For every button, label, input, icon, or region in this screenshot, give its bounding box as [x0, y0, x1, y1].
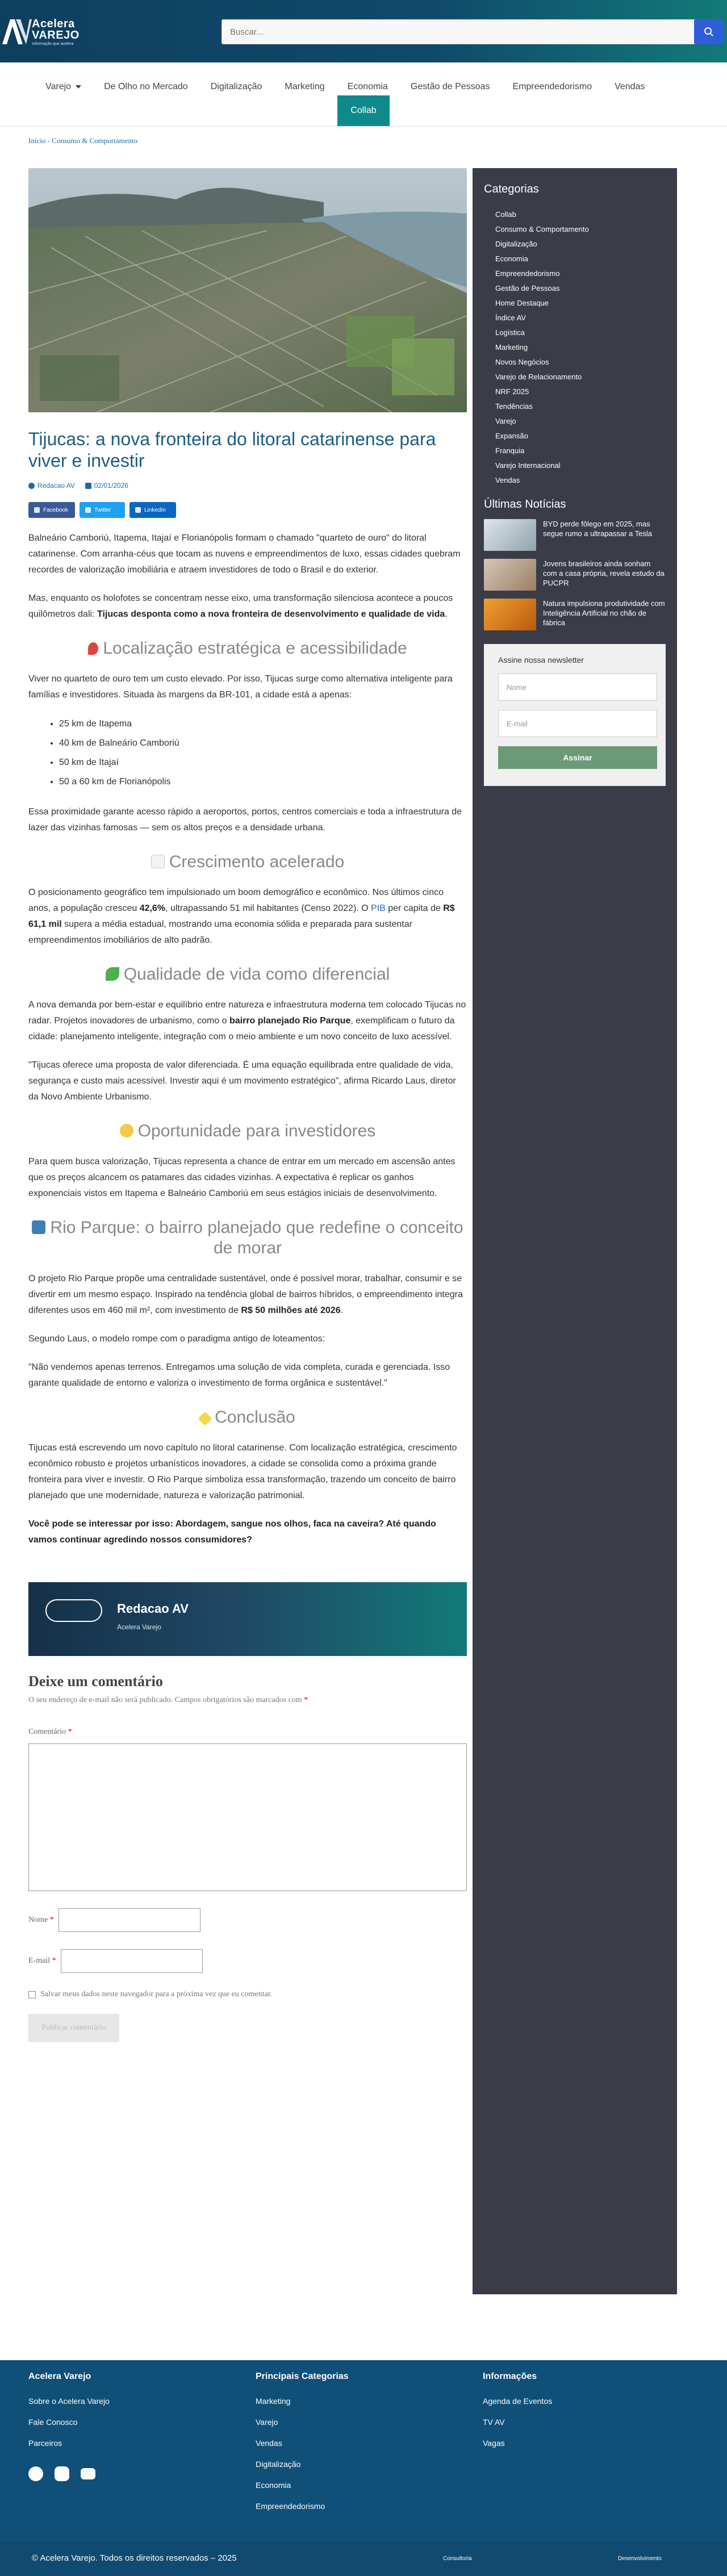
footer-heading: Acelera Varejo	[28, 2372, 91, 2381]
paragraph: Viver no quarteto de ouro tem um custo elevado. Por isso, Tijucas surge como alternativa inteligente para famílias e investidores. Situada às margens da BR-101, a cidade está a apenas:	[28, 674, 453, 700]
pin-icon	[88, 642, 98, 655]
note-text: O seu endereço de e-mail não será publicado. Campos obrigatórios são marcados com	[28, 1696, 304, 1704]
categories-heading: Categorias	[484, 183, 539, 195]
footer-link[interactable]: Sobre o Acelera Varejo	[28, 2397, 110, 2406]
news-title[interactable]: Natura impulsiona produtividade com Inteligência Artificial no chão de fábrica	[543, 599, 665, 627]
paragraph	[28, 1271, 467, 1319]
category-link[interactable]: Consumo & Comportamento	[495, 225, 589, 233]
text: O projeto Rio Parque propõe uma centralidade sustentável, onde é possível morar, trabalhar, consumir e se divertir em um mesmo espaço. Inspirado na tendência global de bairros híbridos, o empreendimento integra diferentes usos em 460 mil m², com investimento de	[28, 1274, 463, 1315]
comment-heading: Deixe um comentário	[28, 1673, 163, 1690]
newsletter-heading: Assine nossa newsletter	[498, 655, 584, 664]
footer-col-info	[483, 2372, 552, 2454]
list-item: • 50 a 60 km de Florianópolis	[59, 772, 467, 792]
news-title[interactable]: BYD perde fôlego em 2025, mas segue rumo a ultrapassar a Tesla	[543, 520, 652, 538]
share-linkedin-button[interactable]	[129, 502, 176, 518]
bold-text: R$ 61,1 mil	[28, 904, 455, 929]
text: per capita de	[385, 904, 444, 913]
paragraph	[28, 885, 467, 948]
logo-mark-icon	[0, 16, 32, 48]
section-heading-quality	[28, 964, 467, 985]
footer-link[interactable]: Vendas	[256, 2439, 282, 2448]
nav-item-collab[interactable]: Collab	[337, 95, 390, 126]
label-text: Nome	[28, 1916, 50, 1924]
pib-link[interactable]: PIB	[371, 904, 386, 913]
share-buttons	[28, 502, 467, 518]
required-star: *	[52, 1956, 56, 1965]
search-icon	[704, 27, 714, 37]
share-label: Facebook	[43, 507, 68, 513]
paragraph: Balneário Camboriú, Itapema, Itajaí e Florianópolis formam o chamado "quarteto de ouro" do litoral catarinense. Com arranha-céus que tocam as nuvens e empreendimentos de luxo, essas cidades quebram recordes de valorização imobiliária e atraem investidores de todo o Brasil e do exterior.	[28, 533, 461, 575]
bold-text: Tijucas desponta como a nova fronteira de desenvolvimento e qualidade de vida	[97, 609, 445, 619]
footer	[0, 2360, 727, 2576]
bold-text: bairro planejado Rio Parque	[229, 1016, 351, 1026]
quote-paragraph: "Tijucas oferece uma proposta de valor diferenciada. É uma equação equilibrada entre qualidade de vida, segurança e custo mais acessível. Investir aqui é um movimento estratégico", afirma Ricardo Laus, diretor da Novo Ambiente Urbanismo.	[28, 1060, 456, 1102]
breadcrumb[interactable]: Início - Consumo & Comportamento	[28, 136, 138, 145]
heading-text: Localização estratégica e acessibilidade	[103, 639, 407, 658]
category-link[interactable]: Expansão	[495, 432, 528, 440]
share-twitter-button[interactable]	[80, 502, 125, 518]
label-text: Comentário	[28, 1728, 68, 1736]
text: Mas, enquanto os holofotes se concentram nesse eixo, uma transformação silenciosa acontece a poucos quilômetros dali:	[28, 593, 453, 619]
footer-link[interactable]: Varejo	[256, 2418, 278, 2427]
paragraph: Para quem busca valorização, Tijucas representa a chance de entrar em um mercado em ascensão antes que os preços alcancem os patamares das cidades vizinhas. A expectativa é replicar os ganhos exponenciais vistos em Itapema e Balneário Camboriú em seus estágios iniciais de desenvolvimento.	[28, 1157, 456, 1198]
news-thumbnail[interactable]	[484, 559, 536, 591]
related-article-link[interactable]: Abordagem, sangue nos olhos, faca na caveira? Até quando vamos continuar agredindo nossos consumidores?	[28, 1519, 436, 1545]
email-label	[28, 1956, 56, 1966]
latest-news-heading: Últimas Notícias	[484, 498, 566, 511]
sparkles-icon	[198, 1411, 212, 1425]
footer-link[interactable]: Digitalização	[256, 2460, 301, 2469]
required-star: *	[68, 1728, 72, 1736]
share-facebook-button[interactable]	[28, 502, 75, 518]
nav-items	[34, 78, 656, 96]
section-heading-rio-parque	[28, 1218, 467, 1258]
news-thumbnail[interactable]	[484, 599, 536, 630]
footer-heading: Informações	[483, 2372, 537, 2381]
section-heading-location	[28, 638, 467, 659]
twitter-icon	[85, 507, 91, 513]
user-icon	[28, 483, 35, 489]
copyright: © Acelera Varejo. Todos os direitos reservados – 2025	[32, 2553, 237, 2563]
chart-increasing-icon	[151, 855, 165, 868]
footer-col-categories	[256, 2372, 349, 2517]
footer-link[interactable]: Parceiros	[28, 2439, 62, 2448]
list-item: • 25 km de Itapema	[59, 714, 467, 734]
post-date: 02/01/2026	[94, 482, 128, 490]
category-link[interactable]: Varejo de Relacionamento	[495, 373, 582, 381]
category-link[interactable]: Logística	[495, 328, 525, 337]
author-box-sub: Acelera Varejo	[117, 1623, 161, 1631]
news-item[interactable]	[484, 559, 666, 591]
category-link[interactable]: Gestão de Pessoas	[495, 284, 560, 292]
logo-line1: Acelera	[32, 17, 75, 30]
category-link[interactable]: Digitalização	[495, 240, 537, 248]
footer-link[interactable]: Empreendedorismo	[256, 2502, 325, 2511]
share-label: Twitter	[94, 507, 111, 513]
footer-link[interactable]: Fale Conosco	[28, 2418, 78, 2427]
category-link[interactable]: NRF 2025	[495, 387, 529, 396]
article	[28, 168, 467, 2042]
youtube-icon[interactable]	[81, 2468, 95, 2479]
author-name: Redacao AV	[37, 482, 75, 490]
article-title: Tijucas: a nova fronteira do litoral catarinense para viver e investir	[28, 429, 436, 471]
text: , ultrapassando 51 mil habitantes (Censo 2022). O	[165, 904, 371, 913]
required-star: *	[49, 1916, 54, 1924]
nav-item-empreendedorismo[interactable]: Empreendedorismo	[512, 82, 592, 91]
required-star: *	[304, 1696, 308, 1704]
nav-item-de-olho[interactable]: De Olho no Mercado	[104, 82, 188, 91]
newsletter-form	[484, 644, 666, 786]
avatar	[45, 1599, 102, 1622]
comment-textarea[interactable]	[28, 1743, 467, 1891]
top-header	[0, 0, 727, 62]
comment-label	[28, 1728, 467, 1737]
share-label: LinkedIn	[144, 507, 166, 513]
paragraph: Essa proximidade garante acesso rápido a aeroportos, portos, centros comerciais e toda a infraestrutura de lazer das vizinhas famosas — sem os altos preços e a densidade urbana.	[28, 807, 462, 833]
category-link[interactable]: Home Destaque	[495, 299, 549, 307]
credit-consultoria[interactable]: Consultoria	[443, 2556, 472, 2562]
footer-link[interactable]: Agenda de Eventos	[483, 2397, 553, 2406]
name-field-row	[28, 1908, 467, 1932]
author-meta[interactable]	[28, 482, 75, 490]
footer-link[interactable]: Marketing	[256, 2397, 291, 2406]
lightbulb-icon	[120, 1124, 133, 1138]
category-list	[484, 207, 666, 488]
footer-bottom	[0, 2542, 727, 2576]
paragraph: Tijucas está escrevendo um novo capítulo no litoral catarinense. Com localização estratégica, crescimento econômico robusto e projetos urbanísticos inovadores, a cidade se consolida como a próxima grande fronteira para viver e investir. O Rio Parque simboliza essa transformação, trazendo um conceito de bairro planejado que une modernidade, natureza e valorização patrimonial.	[28, 1443, 457, 1500]
category-link[interactable]: Varejo	[495, 417, 516, 425]
newsletter-subscribe-button[interactable]: Assinar	[498, 746, 657, 769]
label-text: E-mail	[28, 1956, 52, 1965]
text: supera a média estadual, mostrando uma economia sólida e preparada para sustentar empreendimentos imobiliários de alto padrão.	[28, 919, 412, 945]
text: , exemplificam o futuro da cidade: planejamento inteligente, integração com o meio ambiente e um novo conceito de luxo acessível.	[28, 1016, 455, 1042]
site-logo[interactable]	[0, 16, 80, 48]
seedling-icon	[106, 967, 119, 981]
section-heading-conclusion	[28, 1407, 467, 1428]
news-thumbnail[interactable]	[484, 519, 536, 551]
search-button[interactable]	[694, 19, 724, 44]
text: .	[340, 1306, 344, 1315]
logo-line2: VAREJO	[32, 28, 80, 41]
logo-tagline: Informação que acelera	[32, 41, 74, 46]
category-link[interactable]: Vendas	[495, 476, 520, 484]
hero-image	[28, 168, 467, 412]
heading-text: Crescimento acelerado	[169, 852, 345, 871]
section-heading-growth	[28, 852, 467, 872]
category-link[interactable]: Economia	[495, 254, 528, 263]
date-meta	[85, 482, 128, 490]
sidebar	[473, 168, 677, 2294]
comment-note	[28, 1696, 467, 1705]
newsletter-name-input[interactable]: Nome	[498, 674, 657, 701]
category-link[interactable]: Tendências	[495, 402, 533, 411]
search-input[interactable]	[222, 19, 696, 44]
author-box	[28, 1582, 467, 1656]
facebook-icon	[34, 507, 40, 513]
name-field[interactable]	[59, 1908, 200, 1932]
facebook-icon[interactable]	[28, 2466, 43, 2481]
footer-heading: Principais Categorias	[256, 2372, 349, 2381]
nav-item-vendas[interactable]: Vendas	[615, 82, 645, 91]
heading-text: Conclusão	[215, 1408, 295, 1427]
heading-text: Rio Parque: o bairro planejado que redefine o conceito de morar	[50, 1218, 463, 1257]
heading-text: Qualidade de vida como diferencial	[123, 965, 390, 984]
footer-col-about	[28, 2372, 110, 2481]
category-link[interactable]: Franquia	[495, 446, 525, 455]
category-link[interactable]: Empreendedorismo	[495, 269, 560, 278]
name-label	[28, 1916, 54, 1925]
section-heading-opportunity	[28, 1121, 467, 1141]
save-data-label: Salvar meus dados neste navegador para a próxima vez que eu comentar.	[40, 1990, 273, 1998]
text: A nova demanda por bem-estar e equilíbrio entre natureza e infraestrutura moderna tem colocado Tijucas no radar. Projetos inovadores de urbanismo, como o	[28, 1000, 466, 1026]
paragraph: Segundo Laus, o modelo rompe com o paradigma antigo de loteamentos:	[28, 1334, 325, 1344]
newsletter-email-input[interactable]: E-mail	[498, 710, 657, 737]
bold-text: Você pode se interessar por isso:	[28, 1519, 176, 1529]
category-link[interactable]: Índice AV	[495, 313, 526, 322]
credit-desenvolvimento[interactable]: Desenvolvimento	[618, 2556, 662, 2562]
cityscape-icon	[32, 1220, 45, 1234]
nav-item-gestao[interactable]: Gestão de Pessoas	[410, 82, 490, 91]
distance-list	[28, 714, 467, 792]
nav-item-digitalizacao[interactable]: Digitalização	[210, 82, 262, 91]
footer-link[interactable]: Vagas	[483, 2439, 505, 2448]
nav-item-economia[interactable]: Economia	[347, 82, 388, 91]
save-data-checkbox[interactable]	[28, 1991, 36, 1998]
category-link[interactable]: Varejo Internacional	[495, 461, 561, 470]
article-meta	[28, 482, 467, 490]
quote-paragraph: "Não vendemos apenas terrenos. Entregamos uma solução de vida completa, curada e gerenciada. Isso garante qualidade de entorno e valoriza o investimento de forma orgânica e sustentável."	[28, 1362, 450, 1388]
social-links	[28, 2466, 110, 2481]
bold-text: 42,6%	[139, 904, 166, 913]
calendar-icon	[85, 483, 91, 489]
footer-link[interactable]: Economia	[256, 2481, 291, 2490]
news-item[interactable]	[484, 519, 666, 551]
category-link[interactable]: Collab	[495, 210, 516, 219]
category-link[interactable]: Novos Negócios	[495, 358, 549, 366]
instagram-icon[interactable]	[55, 2466, 69, 2481]
linkedin-icon	[135, 507, 141, 513]
email-field[interactable]	[61, 1949, 203, 1973]
paragraph	[28, 591, 467, 622]
related-paragraph	[28, 1516, 467, 1548]
nav-item-varejo[interactable]: Varejo	[34, 78, 93, 96]
submit-comment-button[interactable]: Publicar comentário	[28, 2014, 119, 2042]
list-item: • 50 km de Itajaí	[59, 753, 467, 772]
bold-text: R$ 50 milhões até 2026	[241, 1306, 341, 1315]
chevron-down-icon	[76, 85, 81, 89]
footer-link[interactable]: TV AV	[483, 2418, 505, 2427]
category-link[interactable]: Marketing	[495, 343, 528, 352]
news-item[interactable]	[484, 599, 666, 630]
author-box-name[interactable]: Redacao AV	[117, 1601, 189, 1616]
heading-text: Oportunidade para investidores	[137, 1122, 376, 1140]
nav-item-marketing[interactable]: Marketing	[285, 82, 325, 91]
email-field-row	[28, 1949, 467, 1973]
text: .	[445, 609, 448, 619]
text: O posicionamento geográfico tem impulsionado um boom demográfico e econômico. Nos últimos cinco anos, a população cresceu	[28, 888, 444, 913]
paragraph	[28, 997, 467, 1045]
main-nav	[0, 62, 727, 127]
save-data-row	[28, 1990, 467, 1999]
list-item: • 40 km de Balneário Camboriú	[59, 734, 467, 753]
news-title[interactable]: Jovens brasileiros ainda sonham com a casa própria, revela estudo da PUCPR	[543, 559, 665, 587]
